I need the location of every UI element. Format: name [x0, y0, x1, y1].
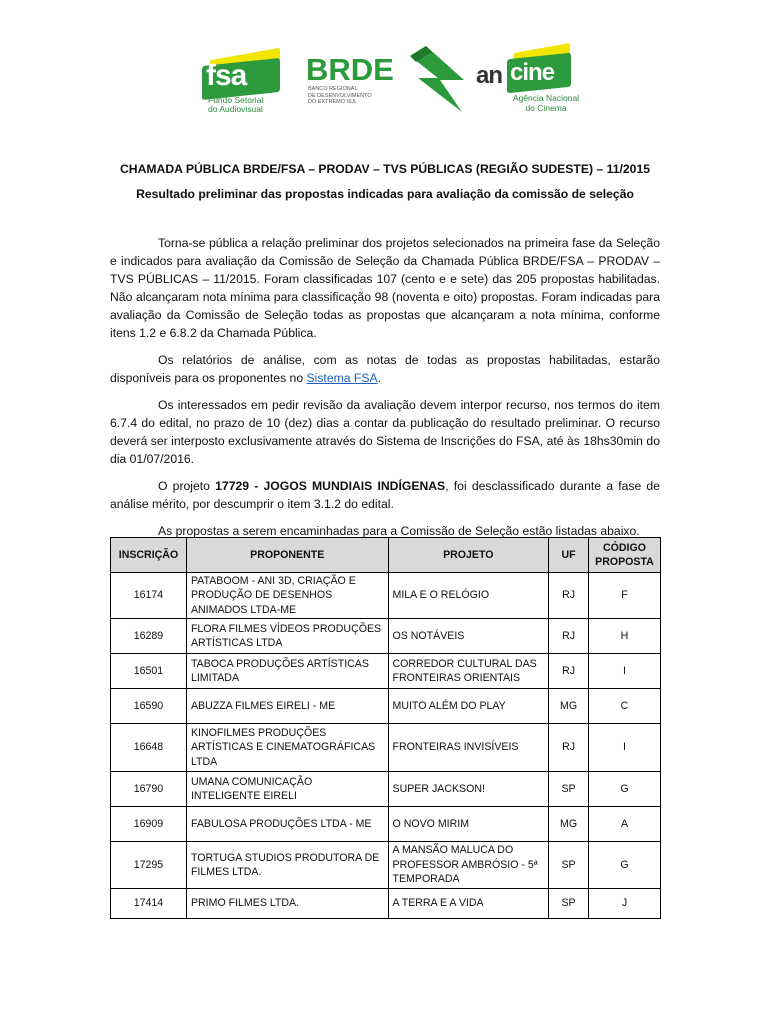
cell-proponente: UMANA COMUNICAÇÃO INTELIGENTE EIRELI — [186, 772, 388, 807]
fsa-logo — [196, 46, 286, 116]
cell-codigo: J — [589, 889, 661, 919]
document-title: CHAMADA PÚBLICA BRDE/FSA – PRODAV – TVS PÚBLICAS (REGIÃO SUDESTE) – 11/2015 — [119, 162, 651, 176]
cell-projeto: OS NOTÁVEIS — [388, 619, 549, 654]
cell-inscricao: 17414 — [111, 889, 187, 919]
header-projeto: PROJETO — [388, 538, 549, 573]
table-row — [111, 889, 661, 919]
brde-logo — [306, 48, 466, 112]
fsa-sub-line1: Fundo Setorial — [208, 95, 264, 105]
document-body — [110, 234, 660, 549]
ancine-logo-cine: cine — [510, 59, 555, 86]
ancine-logo — [476, 44, 580, 116]
paragraph-reports — [110, 351, 660, 387]
header-codigo-line2: PROPOSTA — [595, 556, 654, 568]
cell-projeto: CORREDOR CULTURAL DAS FRONTEIRAS ORIENTAIS — [388, 654, 549, 689]
cell-uf: RJ — [549, 654, 589, 689]
paragraph-reports-text: Os relatórios de análise, com as notas de todas as propostas habilitadas, estarão disponíveis para os proponentes no — [110, 353, 660, 385]
paragraph-disqualified-text: O projeto — [158, 479, 216, 493]
cell-projeto: O NOVO MIRIM — [388, 807, 549, 842]
cell-proponente: PRIMO FILMES LTDA. — [186, 889, 388, 919]
table-row — [111, 807, 661, 842]
cell-projeto: A MANSÃO MALUCA DO PROFESSOR AMBRÓSIO - 5ª TEMPORADA — [388, 842, 549, 889]
cell-inscricao: 16909 — [111, 807, 187, 842]
table-row — [111, 724, 661, 772]
table-row — [111, 842, 661, 889]
table-row — [111, 619, 661, 654]
cell-codigo: G — [589, 842, 661, 889]
cell-inscricao: 16289 — [111, 619, 187, 654]
cell-proponente: ABUZZA FILMES EIRELI - ME — [186, 689, 388, 724]
cell-inscricao: 16501 — [111, 654, 187, 689]
cell-codigo: F — [589, 573, 661, 619]
cell-codigo: C — [589, 689, 661, 724]
header-codigo-line1: CÓDIGO — [603, 542, 646, 554]
cell-proponente: TORTUGA STUDIOS PRODUTORA DE FILMES LTDA. — [186, 842, 388, 889]
paragraph-disqualified — [110, 477, 660, 513]
cell-uf: SP — [549, 772, 589, 807]
cell-projeto: SUPER JACKSON! — [388, 772, 549, 807]
cell-inscricao: 17295 — [111, 842, 187, 889]
cell-proponente: PATABOOM - ANI 3D, CRIAÇÃO E PRODUÇÃO DE DESENHOS ANIMADOS LTDA-ME — [186, 573, 388, 619]
brde-logo-subtitle — [308, 86, 388, 106]
paragraph-disqualified-end: , foi desclassificado durante a fase de análise mérito, por descumprir o item 3.1.2 do edital. — [110, 479, 660, 511]
cell-codigo: A — [589, 807, 661, 842]
cell-proponente: KINOFILMES PRODUÇÕES ARTÍSTICAS E CINEMATOGRÁFICAS LTDA — [186, 724, 388, 772]
cell-uf: SP — [549, 842, 589, 889]
fsa-sub-line2: do Audiovisual — [208, 104, 263, 114]
cell-uf: RJ — [549, 619, 589, 654]
cell-projeto: MILA E O RELÓGIO — [388, 573, 549, 619]
cell-projeto: A TERRA E A VIDA — [388, 889, 549, 919]
header-uf: UF — [549, 538, 589, 573]
paragraph-list-intro: As propostas a serem encaminhadas para a Comissão de Seleção estão listadas abaixo. — [158, 524, 640, 538]
ancine-logo-an: an — [476, 62, 503, 89]
header-inscricao: INSCRIÇÃO — [111, 538, 187, 573]
cell-inscricao: 16790 — [111, 772, 187, 807]
table-header-row — [111, 538, 661, 573]
disqualified-project: 17729 - JOGOS MUNDIAIS INDÍGENAS — [215, 479, 446, 493]
sistema-fsa-link[interactable]: Sistema FSA — [306, 371, 378, 385]
fsa-logo-word: fsa — [206, 59, 247, 92]
cell-uf: RJ — [549, 724, 589, 772]
cell-proponente: TABOCA PRODUÇÕES ARTÍSTICAS LIMITADA — [186, 654, 388, 689]
brde-sub-line3: DO EXTREMO SUL — [308, 99, 358, 105]
brde-sub-line2: DE DESENVOLVIMENTO — [308, 92, 372, 99]
paragraph-appeal: Os interessados em pedir revisão da avaliação devem interpor recurso, nos termos do item 6.7.4 do edital, no prazo de 10 (dez) dias a contar da publicação do resultado preliminar. O recurso deverá ser interposto exclusivamente através do Sistema de Inscrições do FSA, até às 18hs30min do dia 01/07/2016. — [110, 398, 660, 466]
cell-inscricao: 16648 — [111, 724, 187, 772]
table-row — [111, 772, 661, 807]
paragraph-reports-end: . — [377, 371, 382, 385]
ancine-sub-line1: Agência Nacional — [512, 93, 580, 103]
ancine-logo-subtitle — [506, 94, 586, 113]
document-subtitle: Resultado preliminar das propostas indicadas para avaliação da comissão de seleção — [136, 187, 634, 201]
table-row — [111, 573, 661, 619]
cell-uf: MG — [549, 689, 589, 724]
cell-proponente: FLORA FILMES VÍDEOS PRODUÇÕES ARTÍSTICAS LTDA — [186, 619, 388, 654]
table-row — [111, 689, 661, 724]
cell-uf: SP — [549, 889, 589, 919]
cell-uf: RJ — [549, 573, 589, 619]
cell-projeto: MUITO ALÉM DO PLAY — [388, 689, 549, 724]
fsa-logo-subtitle — [208, 96, 298, 114]
cell-uf: MG — [549, 807, 589, 842]
cell-codigo: G — [589, 772, 661, 807]
table-row — [111, 654, 661, 689]
header-proponente: PROPONENTE — [186, 538, 388, 573]
paragraph-intro: Torna-se pública a relação preliminar dos projetos selecionados na primeira fase da Seleção e indicados para avaliação da Comissão de Seleção da Chamada Pública BRDE/FSA – PRODAV – TVS PÚBLICAS – 11/2015. Foram classificadas 107 (cento e e sete) das 205 propostas habilitadas. Não alcançaram nota mínima para classificação 98 (noventa e oito) propostas. Foram indicadas para avaliação da Comissão de Seleção todas as propostas que alcançaram a nota mínima, conforme itens 1.2 e 6.8.2 da Chamada Pública. — [110, 236, 660, 340]
cell-codigo: H — [589, 619, 661, 654]
cell-projeto: FRONTEIRAS INVISÍVEIS — [388, 724, 549, 772]
cell-codigo: I — [589, 654, 661, 689]
cell-codigo: I — [589, 724, 661, 772]
header-codigo-proposta — [589, 538, 661, 573]
brde-arrow-mark-icon — [404, 44, 466, 114]
cell-inscricao: 16174 — [111, 573, 187, 619]
cell-inscricao: 16590 — [111, 689, 187, 724]
brde-logo-word: BRDE — [306, 52, 394, 87]
ancine-sub-line2: do Cinema — [525, 102, 567, 113]
proposals-table — [110, 537, 661, 919]
brde-sub-line1: BANCO REGIONAL — [308, 86, 358, 92]
cell-proponente: FABULOSA PRODUÇÕES LTDA - ME — [186, 807, 388, 842]
